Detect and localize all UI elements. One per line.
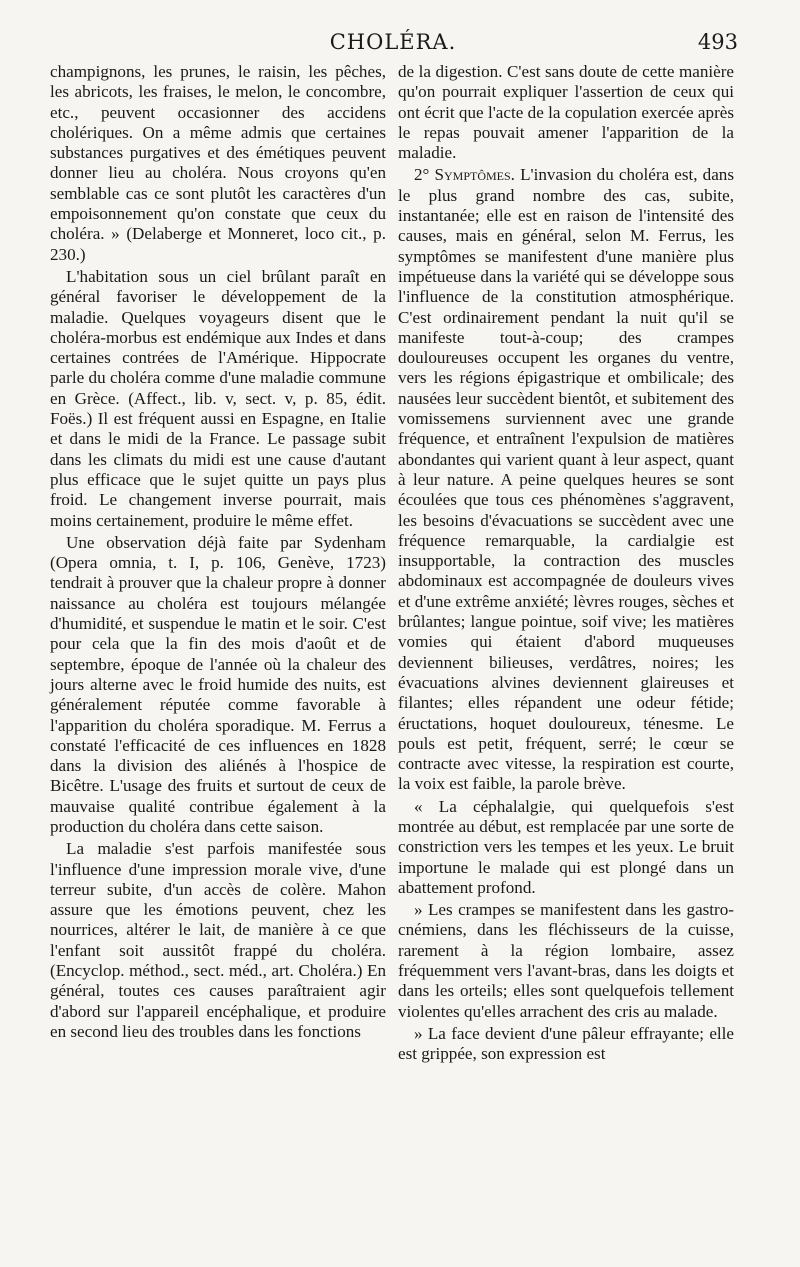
left-column <box>50 62 386 1042</box>
paragraph-text: L'invasion du choléra est, dans le plus grand nombre des cas, subite, instantanée; elle est en raison de l'intensité des causes, mais en général, selon M. Ferrus, les symptômes se manifestent d'une manière plus impétueuse dans la variété qui se développe sous l'influence de la constitution atmosphérique. C'est ordinairement pendant la nuit qu'il se manifeste tout-à-coup; des crampes douloureuses occupent les organes du ventre, vers les régions épigastrique et ombilicale; des nausées leur succèdent bientôt, et subitement des vomissemens surviennent avec une grande fréquence, et entraînent l'expulsion de matières abondantes qui varient quant à leur aspect, quant à leur nature. A peine quelques heures se sont écoulées que tous ces phénomènes s'aggravent, les besoins d'évacuations se succèdent avec une fréquence remarquable, la cardialgie est insupportable, la contraction des muscles abdominaux est accompagnée de douleurs vives et d'une extrême anxiété; lèvres rouges, sèches et brûlantes; langue pointue, soif vive; les matières vomies qui étaient d'abord muqueuses deviennent bilieuses, verdâtres, noires; les évacuations alvines deviennent glaireuses et filantes; elles répandent une odeur fétide; éructations, hoquet douloureux, ténesme. Le pouls est petit, fréquent, serré; le cœur se contracte avec vitesse, la respiration est courte, la voix est faible, la parole brève. <box>398 165 734 794</box>
paragraph: » Les crampes se manifestent dans les gastro-cnémiens, dans les fléchisseurs de la cuisse, rarement à la région lombaire, assez fréquemment vers l'avant-bras, dans les doigts et dans les orteils; elles sont quelquefois tellement violentes qu'elles arrachent des cris au malade. <box>398 900 734 1021</box>
page-header <box>48 30 738 60</box>
section-paragraph <box>398 165 734 794</box>
paragraph: de la digestion. C'est sans doute de cette manière qu'on pourrait expliquer l'assertion de ceux qui ont écrit que l'acte de la copulation exercée après le repas pouvait amener l'apparition de la maladie. <box>398 62 734 163</box>
paragraph: » La face devient d'une pâleur effrayante; elle est grippée, son expression est <box>398 1023 734 1064</box>
right-column <box>398 62 734 1065</box>
paragraph: « La céphalalgie, qui quelquefois s'est montrée au début, est remplacée par une sorte de constriction vers les tempes et les yeux. Le bruit importune le malade qui est plongé dans un abattement profond. <box>398 796 734 897</box>
paragraph: L'habitation sous un ciel brûlant paraît en général favoriser le développement de la maladie. Quelques voyageurs disent que le choléra-morbus est endémique aux Indes et dans certaines contrées de l'Amérique. Hippocrate parle du choléra comme d'une maladie commune en Grèce. (Affect., lib. v, sect. v, p. 85, édit. Foës.) Il est fréquent aussi en Espagne, en Italie et dans le midi de la France. Le passage subit dans les climats du midi est une cause d'autant plus efficace que le sujet quitte un pays plus froid. Le changement inverse pourrait, mais moins certainement, produire le même effet. <box>50 266 386 530</box>
running-head: CHOLÉRA. <box>329 30 457 54</box>
paragraph: Une observation déjà faite par Sydenham (Opera omnia, t. I, p. 106, Genève, 1723) tendrait à prouver que la chaleur propre à donner naissance au choléra est toujours mélangée d'humidité, et suspendue le matin et le soir. C'est pour cela que la fin des mois d'août et de septembre, époque de l'année où la chaleur des jours alterne avec le froid humide des nuits, est généralement réputée comme favorable à l'apparition du choléra sporadique. M. Ferrus a constaté l'efficacité de ces influences en 1828 dans la division des aliénés à l'hospice de Bicêtre. L'usage des fruits et surtout de ceux de mauvaise qualité contribue également à la production du choléra dans cette saison. <box>50 532 386 836</box>
page-number: 493 <box>697 30 738 54</box>
paragraph: La maladie s'est parfois manifestée sous l'influence d'une impression morale vive, d'une terreur subite, d'un accès de colère. Mahon assure que les émotions peuvent, chez les nourrices, altérer le lait, de manière à ce que l'enfant soit aussitôt frappé du choléra. (Encyclop. méthod., sect. méd., art. Choléra.) En général, toutes ces causes paraîtraient agir d'abord sur l'appareil encéphalique, et produire en second lieu des troubles dans les fonctions <box>50 839 386 1041</box>
paragraph: champignons, les prunes, le raisin, les pêches, les abricots, les fraises, le melon, le concombre, etc., peuvent occasionner des accidens cholériques. On a même admis que certaines substances purgatives et des émétiques peuvent donner lieu au choléra. Nous croyons qu'en semblable cas ce sont plutôt les caractères d'un empoisonnement qu'on constate que ceux du choléra. » (Delaberge et Monneret, loco cit., p. 230.) <box>50 62 386 264</box>
section-heading: 2° Symptômes. <box>414 165 515 185</box>
